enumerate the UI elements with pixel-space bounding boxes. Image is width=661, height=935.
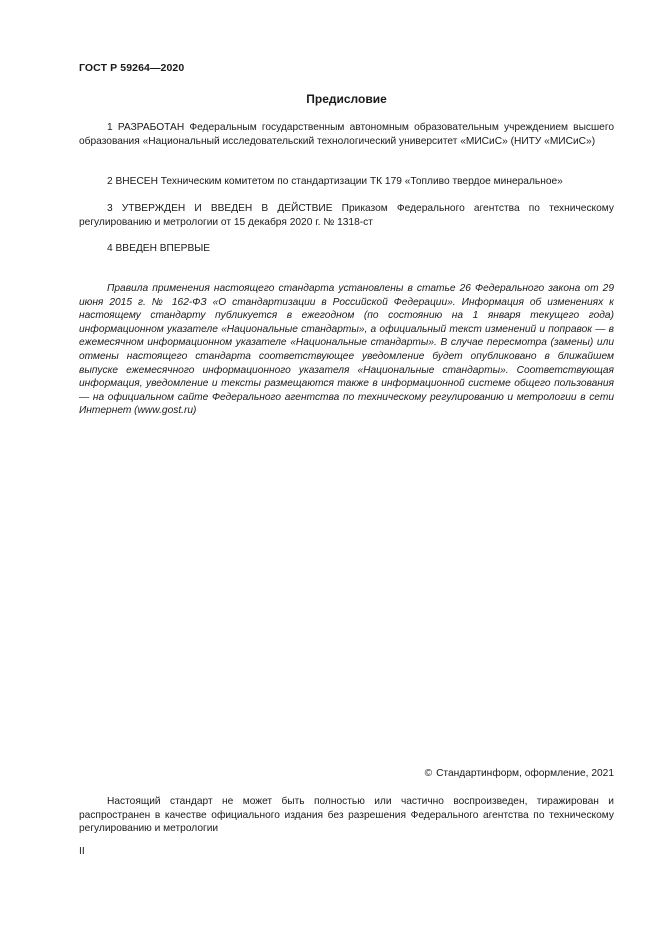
foreword-item-text: 1 РАЗРАБОТАН Федеральным государственным автономным образовательным учреждением высшего образования «Национальный исследовательский технологический университет «МИСиС» (НИТУ «МИСиС») [79,122,614,147]
foreword-item-developed [79,121,614,148]
foreword-item-text: 3 УТВЕРЖДЕН И ВВЕДЕН В ДЕЙСТВИЕ Приказом Федерального агентства по техническому регулированию и метрологии от 15 декабря 2020 г. № 1318-ст [79,203,614,228]
copyright-line [425,768,614,779]
page-title: Предисловие [306,92,387,106]
foreword-item-approved [79,202,614,229]
copyright-symbol: © [424,768,433,779]
application-rules-note: Правила применения настоящего стандарта установлены в статье 26 Федерального закона от 29 июня 2015 г. № 162-ФЗ «О стандартизации в Российской Федерации». Информация об изменениях к настоящему стандарту публикуется в ежегодном (по состоянию на 1 января текущего года) информационном указателе «Национальные стандарты», а официальный текст изменений и поправок — в ежемесячном информационном указателе «Национальные стандарты». В случае пересмотра (замены) или отмены настоящего стандарта соответствующее уведомление будет опубликовано в ближайшем выпуске ежемесячного информационного указателя «Национальные стандарты». Соответствующая информация, уведомление и тексты размещаются также в информационной системе общего пользования — на официальном сайте Федерального агентства по техническому регулированию и метрологии в сети Интернет (www.gost.ru) [79,283,614,417]
foreword-item-text: 2 ВНЕСЕН Техническим комитетом по стандартизации ТК 179 «Топливо твердое минеральное» [107,176,563,187]
page-number: II [79,846,85,857]
document-code: ГОСТ Р 59264—2020 [79,62,185,74]
foreword-item-introduced [79,242,614,256]
foreword-item-submitted [79,175,614,189]
copyright-text: Стандартинформ, оформление, 2021 [436,768,614,779]
foreword-item-text: 4 ВВЕДЕН ВПЕРВЫЕ [107,243,211,254]
reproduction-notice: Настоящий стандарт не может быть полностью или частично воспроизведен, тиражирован и распространен в качестве официального издания без разрешения Федерального агентства по техническому регулированию и метрологии [79,796,614,834]
